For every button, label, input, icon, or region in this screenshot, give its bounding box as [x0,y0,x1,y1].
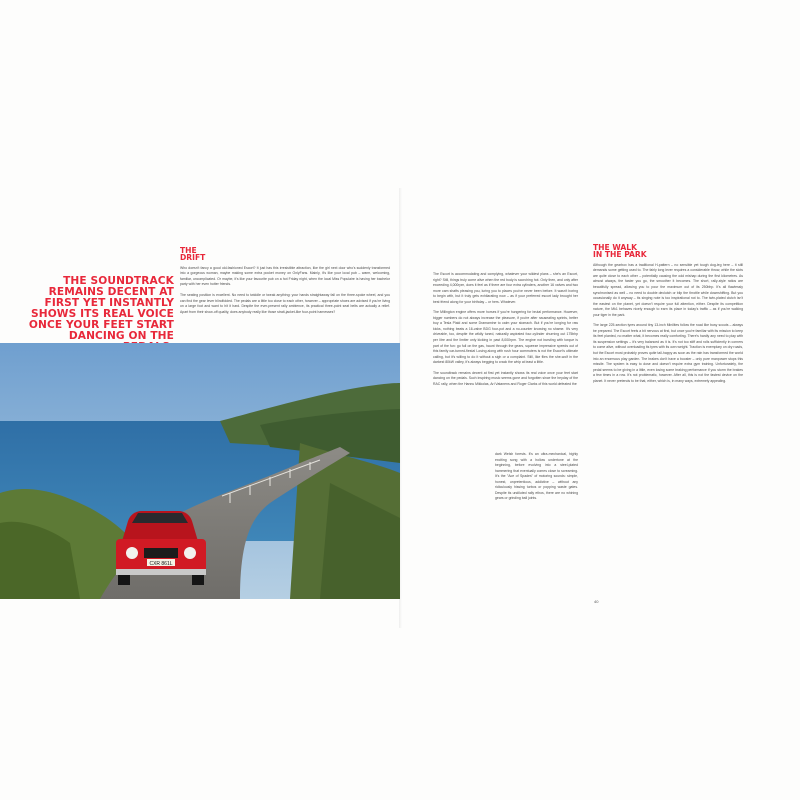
middle-text-continuation [495,452,578,507]
heading-line: THE WALK [593,243,638,252]
body-paragraph: Who doesn't fancy a good old-fashioned Escort? It just has this irresistible attraction, like the girl next door who's suddenly transformed into a gorgeous woman, maybe making some extra pocket money on OnlyFans. Mainly, it's like your local pub – warm, welcoming, familiar, uncomplicated. Or maybe, it's like your favourite pub on a hot Friday night, when the local Miss Populaire is having her bachelor party with her even hotter friends. [180,265,390,287]
section-heading-drift [180,247,390,262]
page-number: 40 [594,599,599,604]
body-paragraph: Although the gearbox has a traditional H-pattern – no sensible yet tough dog-leg here – it still demands some getting used to. The fairly long lever requires a considerable throw, while the slots are quite close to each other – potentially causing the odd mishap during the first kilometres. As almost always, the faster you go, the smoother it becomes. The short, rally-style ratios are beautifully spread, allowing you to pour the maximum out of its 250bhp. It's all flawlessly synchronised as well – no need to double declutch or blip the throttle while downshifting. But you occasionally do it anyway – its singing note is too inspirational not to. The twin-plated clutch isn't the easiest on the planet, yet doesn't require your full attention, either. Despite its competition nature, the Mk1 behaves nicely enough to earn its place in today's traffic – as if you're walking your tiger in the park. [593,262,743,317]
car-photo [0,343,400,599]
license-plate: CXR 861L [149,560,173,567]
body-paragraph: The seating position is excellent. No need to twiddle or tweak anything: your hands straightaway fall on the three-spoke wheel, and you can find the gear lever blindfolded. The pedals are a little too close to each other, however – appropriate shoes are advised if you're living on a large foot and want to hit it hard. Despite the ever-present rally ambience, its practical three-point seat belts are actually a relief. Apart from their show-off quality, does anybody really like those strait-jacket-like four-point harnesses? [180,293,390,314]
right-text-column [593,244,743,389]
heading-line: DRIFT [180,253,206,263]
pull-quote: THE SOUNDTRACK REMAINS DECENT AT FIRST YET INSTANTLY SHOWS ITS REAL VOICE ONCE YOUR FEET START DANCING ON THE [28,275,174,342]
body-paragraph: The Millington engine offers more horses if you're hungering for brutal performance. However, bigger numbers do not always increase the pleasure, if you're after nauseating sprints, better buy a Tesla Plaid and some Dramamine to calm your stomach. But if you're longing for raw kicks, nothing beats a 16-valve BDG four-pot and a no-counter knowing no shame. It's very driveable, too, despite the wildly tuned, naturally aspirated four-cylinder churning out 175bhp per litre and the limiter only kicking in past 8,000rpm. The engine not bursting with torque is part of the fun: go full on the gas, haunt through the gears, squeeze impressive speeds out of this family car-turned-fiesta! Losing along with rush hour commuters is not the Escort's ultimate calling, but it's willing to do it without a sigh or a complaint. Still, like flies the she-wolf in the darkest 80kW valley, it's always begging to crack the whip at least a little. [433,310,578,365]
left-text-column [180,247,390,320]
middle-text-column [433,272,578,392]
section-heading-walk [593,244,743,259]
body-paragraph: The soundtrack remains decent at first yet instantly shows its real voice once your feet start dancing on the pedals. Such inspiring music seems gone and forgotten since the heyday of the RAC rally, when the Hannu Mikkolas, Ari Vatanens and Roger Clarks of this world defeated the [433,370,578,386]
body-paragraph: dark Welsh forests. It's an ultra-mechanical, highly exciting song with a hollow undertone at the beginning, before evolving into a steel-plated hammering that eventually comes close to screaming. It's the "Ace of Spades" of motoring sounds: simple, honest, unpretentious, addictive – without any ridiculously hissing turbos or popping waste gates. Despite its undiluted rally ethos, there are no whining gears or grinding ball joints. [495,452,578,501]
body-paragraph: The large 225-section tyres around tiny 13-inch Minilites follow the road like busy scouts – always be prepared. The Escort feels a bit nervous at first, but once you're familiar with its mission to keep its feet planted, no matter what, it becomes really comforting. There's hardly any need to play with its suspension settings – it's very balanced as it is. It's not too stiff and rolls sufficiently in corners to come alive, without overloading its tyres with its own weight. Traction is exemplary on dry roads, but the Escort most probably proves quite tail-happy as soon as the rain has transformed the world into an enormous play garden. The brakes don't have a booster – only pure manpower stops this missile. The system is easy to dose and doesn't require extra gym training. Unfortunately, the pedal seems to be giving in a little, even losing some braking performance if you storm the brakes a few times in a row. It's not problematic, however. After all, this is not the fastest device on the planet. It never pretends to be that, either, which is, in many ways, extremely appealing. [593,323,743,383]
body-paragraph: The Escort is accommodating and complying, whatever your wildest plans – she's an Escort, right? Still, things truly come alive when the red body is scorching hot. Only then, and only after exceeding 4,000rpm, does it feel as if there are four extra cylinders, another 16 valves and two more cam shafts pleasing you, luring you to places you've never been before. It wasn't boring to begin with, but it truly gets exhilarating now – as if your preferred escort lady brought her best friend along for your birthday – or hers. Whatever. [433,272,578,304]
heading-line: IN THE PARK [593,250,647,260]
heading-line: THE [180,246,197,255]
coastal-road-photo [0,343,400,599]
